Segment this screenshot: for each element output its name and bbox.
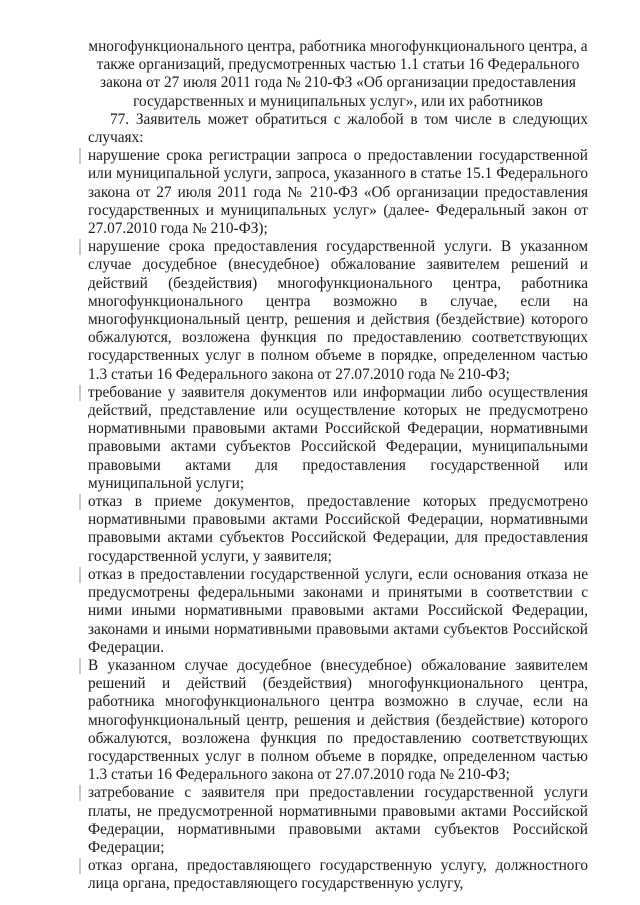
list-item <box>88 566 588 657</box>
list-item <box>88 784 588 857</box>
change-bar <box>79 858 81 874</box>
change-bar <box>79 239 81 255</box>
change-bar <box>79 567 81 583</box>
list-item-text: отказ в приеме документов, предоставление которых предусмотрено нормативными правовыми актами Российской Федерации, нормативными правовыми актами субъектов Российской Федерации, для предоставления государственной услуги, у заявителя; <box>88 493 588 565</box>
list-item <box>88 238 588 384</box>
list-item-text: отказ органа, предоставляющего государственную услугу, должностного лица органа, предоставляющего государственную услугу, <box>88 857 588 893</box>
document-page <box>88 38 588 894</box>
change-bar <box>79 148 81 164</box>
change-bar <box>79 385 81 401</box>
change-bar <box>79 658 81 674</box>
list-item-text: требование у заявителя документов или информации либо осуществления действий, представление или осуществление которых не предусмотрено нормативными правовыми актами Российской Федерации, нормативными правовыми актами субъектов Российской Федерации, муниципальными правовыми актами для предоставления государственной или муниципальной услуги; <box>88 383 588 492</box>
lead-paragraph: многофункционального центра, работника многофункционального центра, а также организаций, предусмотренных частью 1.1 статьи 16 Федерального закона от 27 июля 2011 года № 210-ФЗ «Об организации предоставления государственных и муниципальных услуг», или их работников <box>88 38 588 110</box>
list-item-text: затребование с заявителя при предоставлении государственной услуги платы, не предусмотренной нормативными правовыми актами Российской Федерации, нормативными правовыми актами субъектов Российской Федерации; <box>88 784 588 856</box>
list-item-text: В указанном случае досудебное (внесудебное) обжалование заявителем решений и действий (бездействия) многофункционального центра, работника многофункционального центра возможно в случае, если на многофункциональный центр, решения и действия (бездействие) которого обжалуются, возложена функция по предоставлению соответствующих государственных услуг в полном объеме в порядке, определенном частью 1.3 статьи 16 Федерального закона от 27.07.2010 года № 210-ФЗ; <box>88 656 588 784</box>
list-item <box>88 384 588 493</box>
list-item <box>88 857 588 893</box>
list-item-text: отказ в предоставлении государственной услуги, если основания отказа не предусмотрены федеральными законами и принятыми в соответствии с ними иными нормативными правовыми актами Российской Федерации, законами и иными нормативными правовыми актами субъектов Российской Федерации. <box>88 565 588 656</box>
list-item <box>88 493 588 566</box>
list-item <box>88 147 588 238</box>
list-item-text: нарушение срока регистрации запроса о предоставлении государственной или муниципальной услуги, запроса, указанного в статье 15.1 Федерального закона от 27 июля 2011 года № 210-ФЗ «Об организации предоставления государственных и муниципальных услуг» (далее- Федеральный закон от 27.07.2010 года № 210-ФЗ); <box>88 147 588 238</box>
clause-77: 77. Заявитель может обратиться с жалобой в том числе в следующих случаях: <box>88 110 588 147</box>
list-item-text: нарушение срока предоставления государственной услуги. В указанном случае досудебное (внесудебное) обжалование заявителем решений и действий (бездействия) многофункционального центра, работника многофункционального центра возможно в случае, если на многофункциональный центр, решения и действия (бездействие) которого обжалуются, возложена функция по предоставлению соответствующих государственных услуг в полном объеме в порядке, определенном частью 1.3 статьи 16 Федерального закона от 27.07.2010 года № 210-ФЗ; <box>88 238 588 383</box>
change-bar <box>79 785 81 801</box>
change-bar <box>79 494 81 510</box>
list-item <box>88 657 588 784</box>
